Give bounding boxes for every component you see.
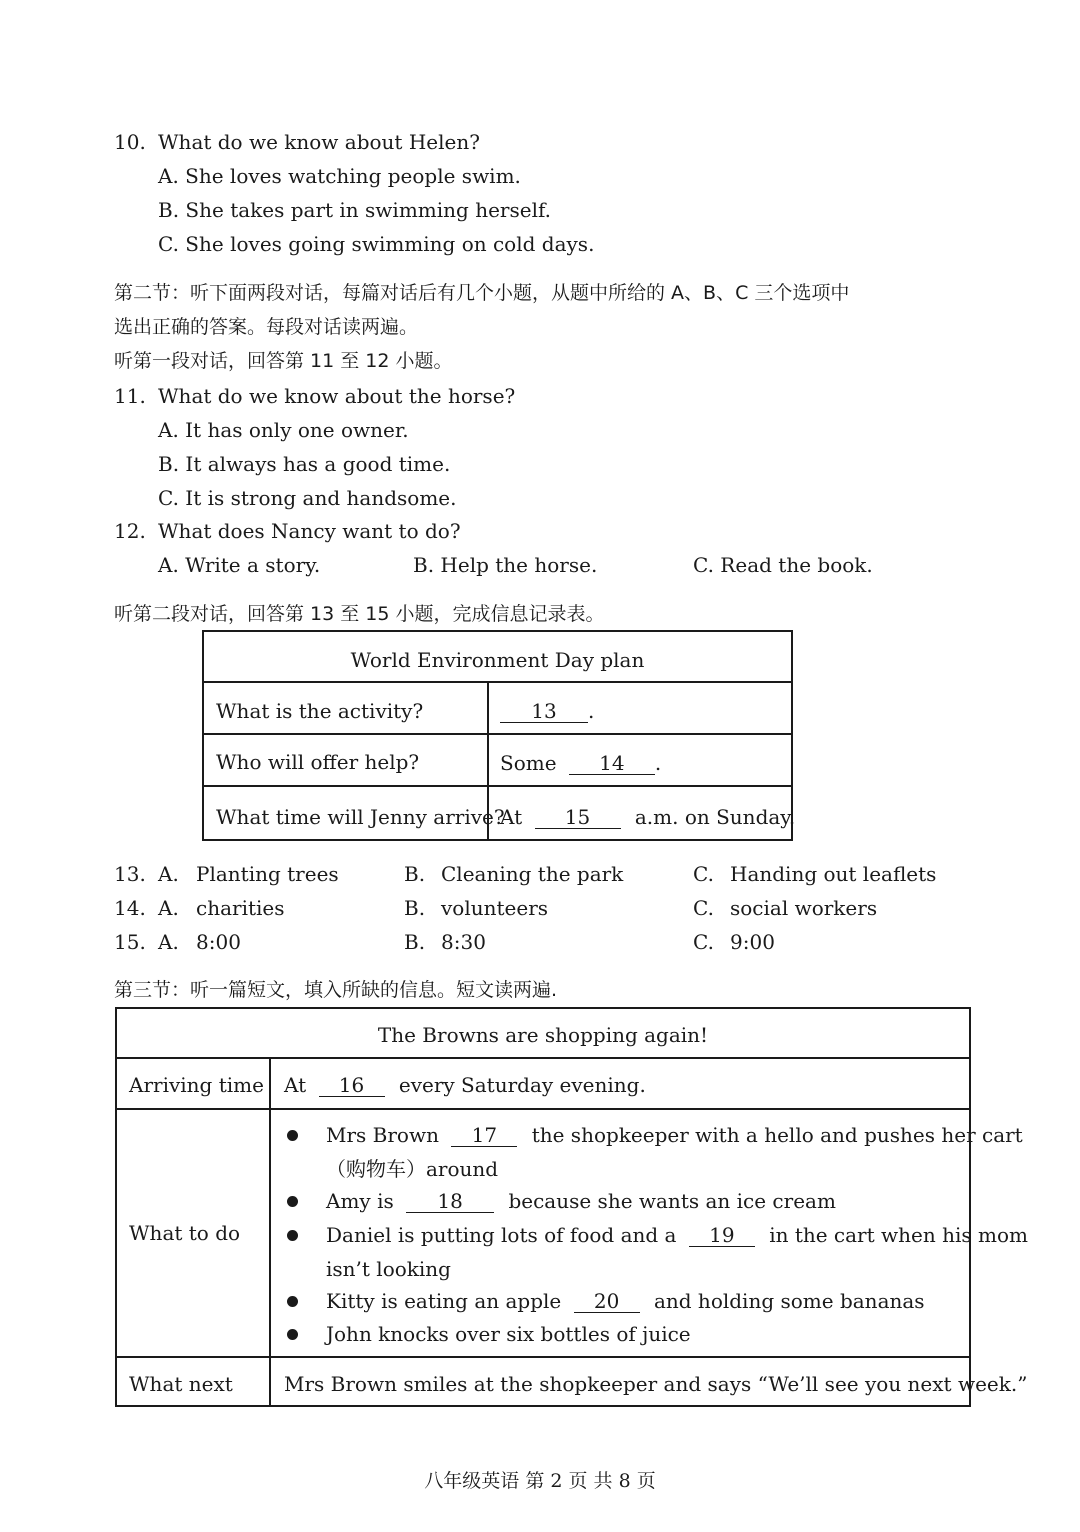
choice14-c-text: social workers [730,896,878,920]
bullet1-pre: Mrs Brown [326,1123,439,1147]
choice14-b-text: volunteers [441,896,549,920]
table1-row2-prefix: Some [500,751,557,775]
choice14-a-letter: A. [158,896,179,920]
table1-row3-prefix: At [500,805,523,829]
bullet5-text: John knocks over six bottles of juice [326,1322,691,1346]
choice15-a-text: 8:00 [196,930,241,954]
choice14-number: 14. [114,896,146,920]
q10-option-c: C. She loves going swimming on cold days. [158,232,595,256]
what-to-do-label: What to do [129,1221,241,1245]
dialog2-intro: 听第二段对话，回答第 13 至 15 小题，完成信息记录表。 [114,603,605,625]
table1-row2-suffix: . [654,751,662,775]
q10-option-b: B. She takes part in swimming herself. [158,198,552,222]
bullet3-post: in the cart when his mom [769,1223,1028,1247]
arriving-suffix: every Saturday evening. [398,1073,646,1097]
table2-title: The Browns are shopping again! [377,1023,709,1047]
bullet1-post: the shopkeeper with a hello and pushes her cart [531,1123,1023,1147]
blank-16[interactable]: 16 [319,1075,385,1097]
choice15-b-text: 8:30 [441,930,486,954]
choice13-a-letter: A. [158,862,179,886]
choice14-a-text: charities [196,896,285,920]
blank-18[interactable]: 18 [406,1191,494,1213]
q11-option-a: A. It has only one owner. [158,418,409,442]
q11-option-b: B. It always has a good time. [158,452,451,476]
section2-heading-line2: 选出正确的答案。每段对话读两遍。 [114,316,419,338]
bullet3-continuation: isn’t looking [326,1257,451,1281]
arriving-time-label: Arriving time [129,1073,264,1097]
arriving-prefix: At [284,1073,307,1097]
choice13-number: 13. [114,862,146,886]
table1-row1-suffix: . [588,699,595,723]
blank-15[interactable]: 15 [535,807,621,829]
table1-row-arrival [204,785,796,839]
table1-row3-label: What time will Jenny arrive? [216,805,505,829]
q10-number: 10. [114,130,146,154]
bullet-5 [287,1329,298,1340]
q11-number: 11. [114,384,146,408]
choice15-c-text: 9:00 [730,930,775,954]
dialog1-intro: 听第一段对话，回答第 11 至 12 小题。 [114,350,453,372]
bullet2-post: because she wants an ice cream [508,1189,836,1213]
choice14-c-letter: C. [693,896,714,920]
choice13-b-text: Cleaning the park [441,862,624,886]
bullet1-continuation: （购物车）around [326,1157,499,1181]
choice13-c-text: Handing out leaflets [730,862,937,886]
q10-stem: What do we know about Helen? [158,130,480,154]
page-footer: 八年级英语 第 2 页 共 8 页 [424,1470,656,1492]
q12-stem: What does Nancy want to do? [158,519,461,543]
blank-17[interactable]: 17 [451,1125,517,1147]
section2-heading-line1: 第二节：听下面两段对话，每篇对话后有几个小题，从题中所给的 A、B、C 三个选项中 [114,282,850,304]
bullet2-pre: Amy is [326,1189,394,1213]
bullet-4 [287,1296,298,1307]
choice15-b-letter: B. [404,930,426,954]
choice15-number: 15. [114,930,146,954]
bullet3-pre: Daniel is putting lots of food and a [326,1223,677,1247]
table1-title: World Environment Day plan [350,648,645,672]
q12-option-c: C. Read the book. [693,553,873,577]
choice15-a-letter: A. [158,930,179,954]
environment-day-table [202,630,796,841]
choice13-c-letter: C. [693,862,714,886]
table1-row-activity [204,681,791,733]
table1-row2-label: Who will offer help? [216,750,420,774]
choice13-a-text: Planting trees [196,862,339,886]
q12-option-b: B. Help the horse. [413,553,598,577]
q10-option-a: A. She loves watching people swim. [158,164,521,188]
q12-option-a: A. Write a story. [158,553,321,577]
table1-row3-suffix: a.m. on Sunday. [634,805,796,829]
q11-stem: What do we know about the horse? [158,384,516,408]
bullet-1 [287,1130,298,1141]
choice15-c-letter: C. [693,930,714,954]
bullet-2 [287,1196,298,1207]
q11-option-c: C. It is strong and handsome. [158,486,457,510]
blank-20[interactable]: 20 [574,1291,640,1313]
choice14-b-letter: B. [404,896,426,920]
bullet-3 [287,1230,298,1241]
section3-heading: 第三节：听一篇短文，填入所缺的信息。短文读两遍. [114,979,558,1001]
bullet4-pre: Kitty is eating an apple [326,1289,562,1313]
table1-row-help [204,733,791,785]
table1-row1-label: What is the activity? [216,699,424,723]
blank-19[interactable]: 19 [689,1225,755,1247]
bullet4-post: and holding some bananas [653,1289,925,1313]
browns-shopping-table [115,1007,1028,1407]
choice13-b-letter: B. [404,862,426,886]
what-next-text: Mrs Brown smiles at the shopkeeper and says “We’ll see you next week.” [284,1372,1028,1396]
blank-13[interactable]: 13 [500,701,588,723]
q12-number: 12. [114,519,146,543]
blank-14[interactable]: 14 [569,753,655,775]
what-next-label: What next [129,1372,233,1396]
